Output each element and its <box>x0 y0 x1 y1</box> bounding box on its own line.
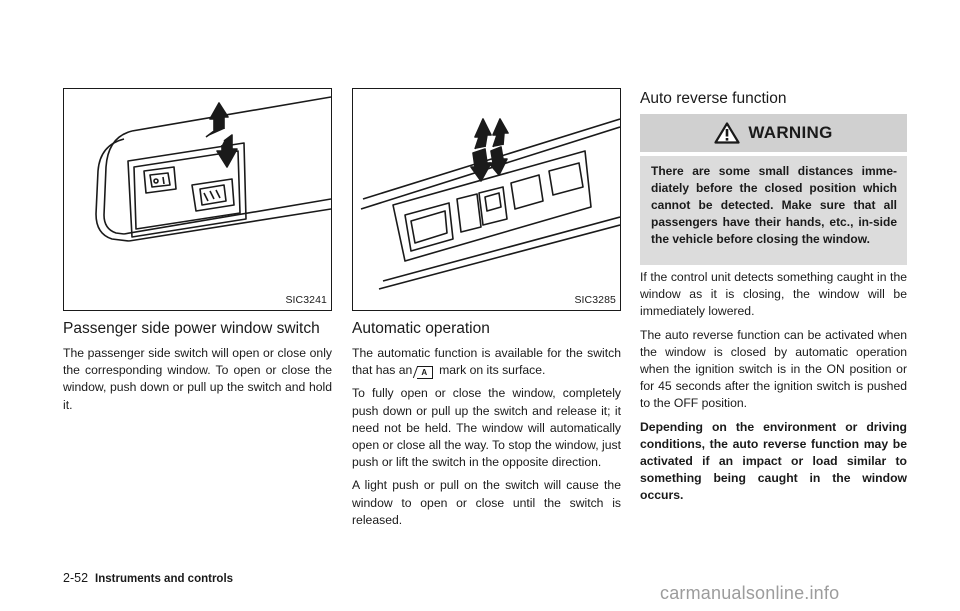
watermark-text: carmanualsonline.info <box>660 583 840 603</box>
automatic-paragraph-2: To fully open or close the window, completely push down or pull up the switch and release it; it need not be held. The window will automatically open or close all the way. To stop the window, just push or lift the switch in the opposite direction. <box>352 386 621 470</box>
automatic-body <box>352 345 621 535</box>
passenger-switch-illustration <box>64 89 331 310</box>
automatic-switch-illustration <box>353 89 620 310</box>
page-number: 2-52 <box>63 571 89 585</box>
passenger-heading: Passenger side power window switch <box>63 320 320 337</box>
figure-passenger-switch <box>63 88 332 311</box>
automatic-paragraph-3: A light push or pull on the switch will cause the window to open or close until the switch is released. <box>352 478 621 527</box>
auto-reverse-heading: Auto reverse function <box>640 90 787 107</box>
warning-text: There are some small distances imme-diately before the closed position which cannot be detected. Make sure that all passengers have their hands, etc., in-side the vehicle before closing the window. <box>640 156 907 265</box>
automatic-heading: Automatic operation <box>352 320 490 337</box>
page-footer <box>63 571 233 585</box>
figure-code: SIC3241 <box>285 294 327 306</box>
automatic-p1-before: The automatic function is available for the switch that has an <box>352 346 621 378</box>
auto-reverse-paragraph-1: If the control unit detects something caught in the window as it is closing, the window will be immediately lowered. <box>640 270 907 319</box>
auto-reverse-paragraph-3: Depending on the environment or driving conditions, the auto reverse function may be activated if an impact or load similar to something being caught in the window occurs. <box>640 419 907 503</box>
auto-reverse-body <box>640 269 907 511</box>
passenger-paragraph: The passenger side switch will open or close only the corresponding window. To open or close the window, push down or pull up the switch and hold it. <box>63 346 332 412</box>
footer-section-title: Instruments and controls <box>95 573 234 585</box>
figure-automatic-switch <box>352 88 621 311</box>
automatic-p1-after: mark on its surface. <box>439 363 546 378</box>
auto-reverse-paragraph-2: The auto reverse function can be activated when the window is closed by automatic operation when the ignition switch is in the ON position or for 45 seconds after the ignition switch is pushed to the OFF position. <box>640 327 907 411</box>
warning-box <box>640 114 907 262</box>
figure-code: SIC3285 <box>574 294 616 306</box>
warning-title: WARNING <box>748 123 833 142</box>
warning-header <box>640 114 907 152</box>
passenger-body <box>63 345 332 420</box>
automatic-paragraph-1 <box>352 345 621 379</box>
auto-mark-icon: A <box>417 366 433 379</box>
warning-triangle-icon <box>714 122 740 144</box>
